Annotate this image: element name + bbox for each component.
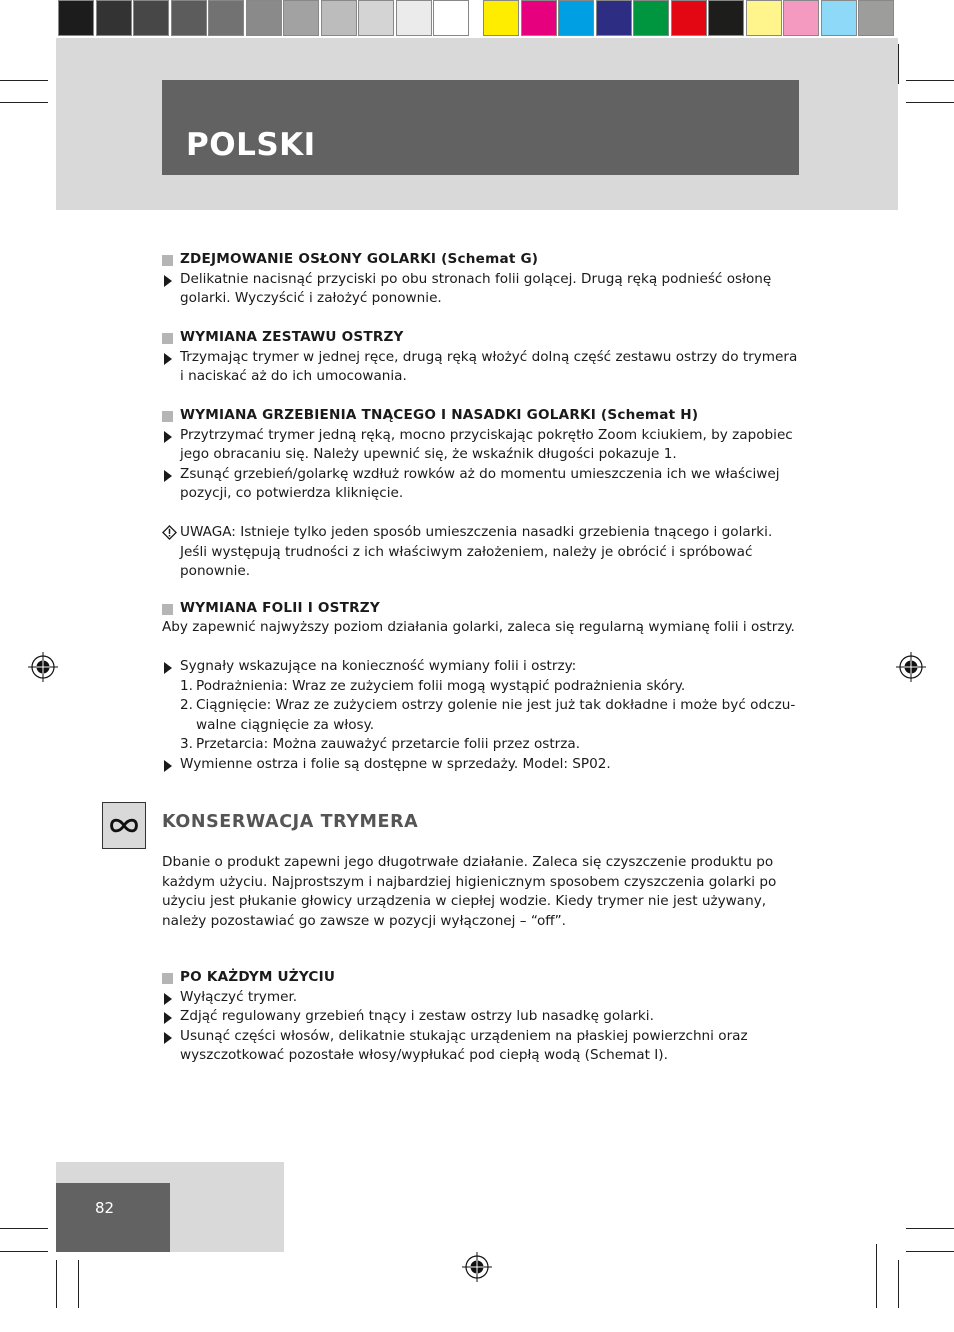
heading-text: WYMIANA ZESTAWU OSTRZY — [180, 329, 404, 345]
heading-text: PO KAŻDYM UŻYCIU — [180, 969, 336, 985]
bullet-item — [162, 348, 802, 387]
section-heading — [162, 599, 802, 619]
bullet-text: Sygnały wskazujące na konieczność wymiany folii i ostrzy: — [180, 658, 577, 674]
heading-text: ZDEJMOWANIE OSŁONY GOLARKI — [180, 251, 437, 267]
swatch — [858, 0, 894, 36]
list-number: 3. — [180, 736, 193, 752]
crop-mark — [56, 1260, 57, 1308]
heading-ref: (Schemat H) — [600, 407, 699, 423]
section-heading — [162, 250, 802, 270]
crop-mark — [898, 1260, 899, 1308]
triangle-bullet-icon — [164, 993, 172, 1005]
bullet-item — [162, 426, 802, 465]
swatch — [783, 0, 819, 36]
square-marker-icon — [162, 255, 173, 266]
list-text: Podrażnienia: Wraz ze zużyciem folii mogą wystąpić podrażnienia skóry. — [196, 677, 686, 694]
triangle-bullet-icon — [164, 431, 172, 443]
section-title: KONSERWACJA TRYMERA — [162, 812, 419, 832]
triangle-bullet-icon — [164, 275, 172, 287]
bullet-text: Wyłączyć trymer. — [180, 988, 298, 1005]
bullet-text: Zsunąć grzebień/golarkę wzdłuż rowków aż do momentu umieszczenia ich we właściwej pozycji, co potwierdza kliknięcie. — [180, 465, 780, 501]
intro-paragraph: Aby zapewnić najwyższy poziom działania golarki, zaleca się regularną wymianę folii i ostrzy. — [162, 619, 795, 635]
swatch — [521, 0, 557, 36]
warning-note — [162, 523, 802, 582]
crop-mark — [876, 1244, 877, 1308]
page-number: 82 — [95, 1199, 115, 1217]
bullet-text: Usunąć części włosów, delikatnie stukając urządeniem na płaskiej powierzchni oraz wyszczotkować pozostałe włosy/wypłukać pod ciepłą wodą (Schemat I). — [180, 1027, 748, 1063]
bullet-item — [162, 270, 802, 309]
main-content — [162, 250, 802, 774]
registration-mark-icon — [462, 1252, 492, 1282]
warning-text: UWAGA: Istnieje tylko jeden sposób umieszczenia nasadki grzebienia tnącego i golarki. Jeśli występują trudności z ich właściwym założeniem, należy je obrócić i spróbować ponownie. — [180, 524, 773, 579]
crop-mark — [906, 102, 954, 103]
crop-mark — [0, 102, 48, 103]
square-marker-icon — [162, 604, 173, 615]
bullet-item — [162, 755, 802, 775]
swatch — [671, 0, 707, 36]
bullet-text: Trzymając trymer w jednej ręce, drugą ręką włożyć dolną część zestawu ostrzy do trymera i naciskać aż do ich umocowania. — [180, 348, 798, 384]
infinity-icon — [103, 803, 145, 848]
heading-text: WYMIANA GRZEBIENIA TNĄCEGO I NASADKI GOLARKI — [180, 407, 596, 423]
process-color-bar — [483, 0, 896, 38]
crop-mark — [906, 80, 954, 81]
swatch — [171, 0, 207, 36]
crop-mark — [0, 1251, 48, 1252]
swatch — [433, 0, 469, 36]
triangle-bullet-icon — [164, 353, 172, 365]
triangle-bullet-icon — [164, 662, 172, 674]
triangle-bullet-icon — [164, 760, 172, 772]
swatch — [246, 0, 282, 36]
heading-ref: (Schemat G) — [441, 251, 539, 267]
list-number: 1. — [180, 677, 193, 694]
header-title-box — [162, 80, 799, 175]
list-text: Ciągnięcie: Wraz ze zużyciem ostrzy golenie nie jest już tak dokładne i może być odczu-walne ciągnięcie za włosy. — [196, 697, 796, 733]
swatch — [821, 0, 857, 36]
swatch — [746, 0, 782, 36]
list-item — [180, 735, 802, 755]
page-title: POLSKI — [186, 127, 316, 163]
triangle-bullet-icon — [164, 1012, 172, 1024]
section-heading — [162, 968, 802, 988]
swatch — [321, 0, 357, 36]
crop-mark — [0, 80, 48, 81]
body-paragraph: Dbanie o produkt zapewni jego długotrwałe działanie. Zaleca się czyszczenie produktu po każdym użyciu. Najprostszym i najbardziej higienicznym sposobem czyszczenia golarki po użyciu jest płukanie głowicy urządzenia w ciepłej wodzie. Kiedy trymer nie jest używany, należy pozostawiać go zawsze w pozycji wyłączonej – “off”. — [162, 854, 777, 929]
swatch — [396, 0, 432, 36]
warning-icon — [162, 525, 177, 540]
triangle-bullet-icon — [164, 1032, 172, 1044]
square-marker-icon — [162, 333, 173, 344]
swatch — [133, 0, 169, 36]
section-heading — [162, 406, 802, 426]
crop-mark — [78, 1260, 79, 1308]
crop-mark — [906, 1228, 954, 1229]
grayscale-color-bar — [58, 0, 471, 38]
bullet-text: Wymienne ostrza i folie są dostępne w sprzedaży. Model: SP02. — [180, 755, 611, 772]
swatch — [283, 0, 319, 36]
triangle-bullet-icon — [164, 470, 172, 482]
bullet-item — [162, 657, 802, 677]
list-text: Przetarcia: Można zauważyć przetarcie folii przez ostrza. — [196, 736, 581, 752]
bullet-text: Przytrzymać trymer jedną ręką, mocno przyciskając pokrętło Zoom kciukiem, by zapobiec jego obracaniu się. Należy upewnić się, że wskaźnik długości pokazuje 1. — [180, 426, 793, 462]
square-marker-icon — [162, 411, 173, 422]
po-kazdym-content — [162, 968, 802, 1066]
swatch — [633, 0, 669, 36]
swatch — [58, 0, 94, 36]
konserwacja-content — [162, 853, 802, 931]
bullet-item — [162, 1007, 802, 1027]
crop-mark — [906, 1251, 954, 1252]
list-item — [180, 677, 802, 697]
heading-text: WYMIANA FOLII I OSTRZY — [180, 599, 380, 616]
registration-mark-icon — [28, 652, 58, 682]
swatch — [358, 0, 394, 36]
swatch — [208, 0, 244, 36]
list-item — [180, 696, 802, 735]
swatch — [558, 0, 594, 36]
swatch — [96, 0, 132, 36]
numbered-list — [162, 677, 802, 755]
bullet-item — [162, 465, 802, 504]
bullet-item — [162, 988, 802, 1008]
bullet-text: Delikatnie nacisnąć przyciski po obu stronach folii golącej. Drugą ręką podnieść osłonę golarki. Wyczyścić i założyć ponownie. — [180, 270, 772, 306]
swatch — [483, 0, 519, 36]
square-marker-icon — [162, 973, 173, 984]
bullet-item — [162, 1027, 802, 1066]
swatch — [708, 0, 744, 36]
list-number: 2. — [180, 697, 193, 713]
bullet-text: Zdjąć regulowany grzebień tnący i zestaw ostrzy lub nasadkę golarki. — [180, 1008, 654, 1024]
section-icon-box — [102, 802, 146, 849]
page-number-box — [56, 1183, 170, 1252]
registration-mark-icon — [896, 652, 926, 682]
section-heading — [162, 328, 802, 348]
swatch — [596, 0, 632, 36]
crop-mark — [0, 1228, 48, 1229]
crop-mark — [898, 44, 899, 84]
